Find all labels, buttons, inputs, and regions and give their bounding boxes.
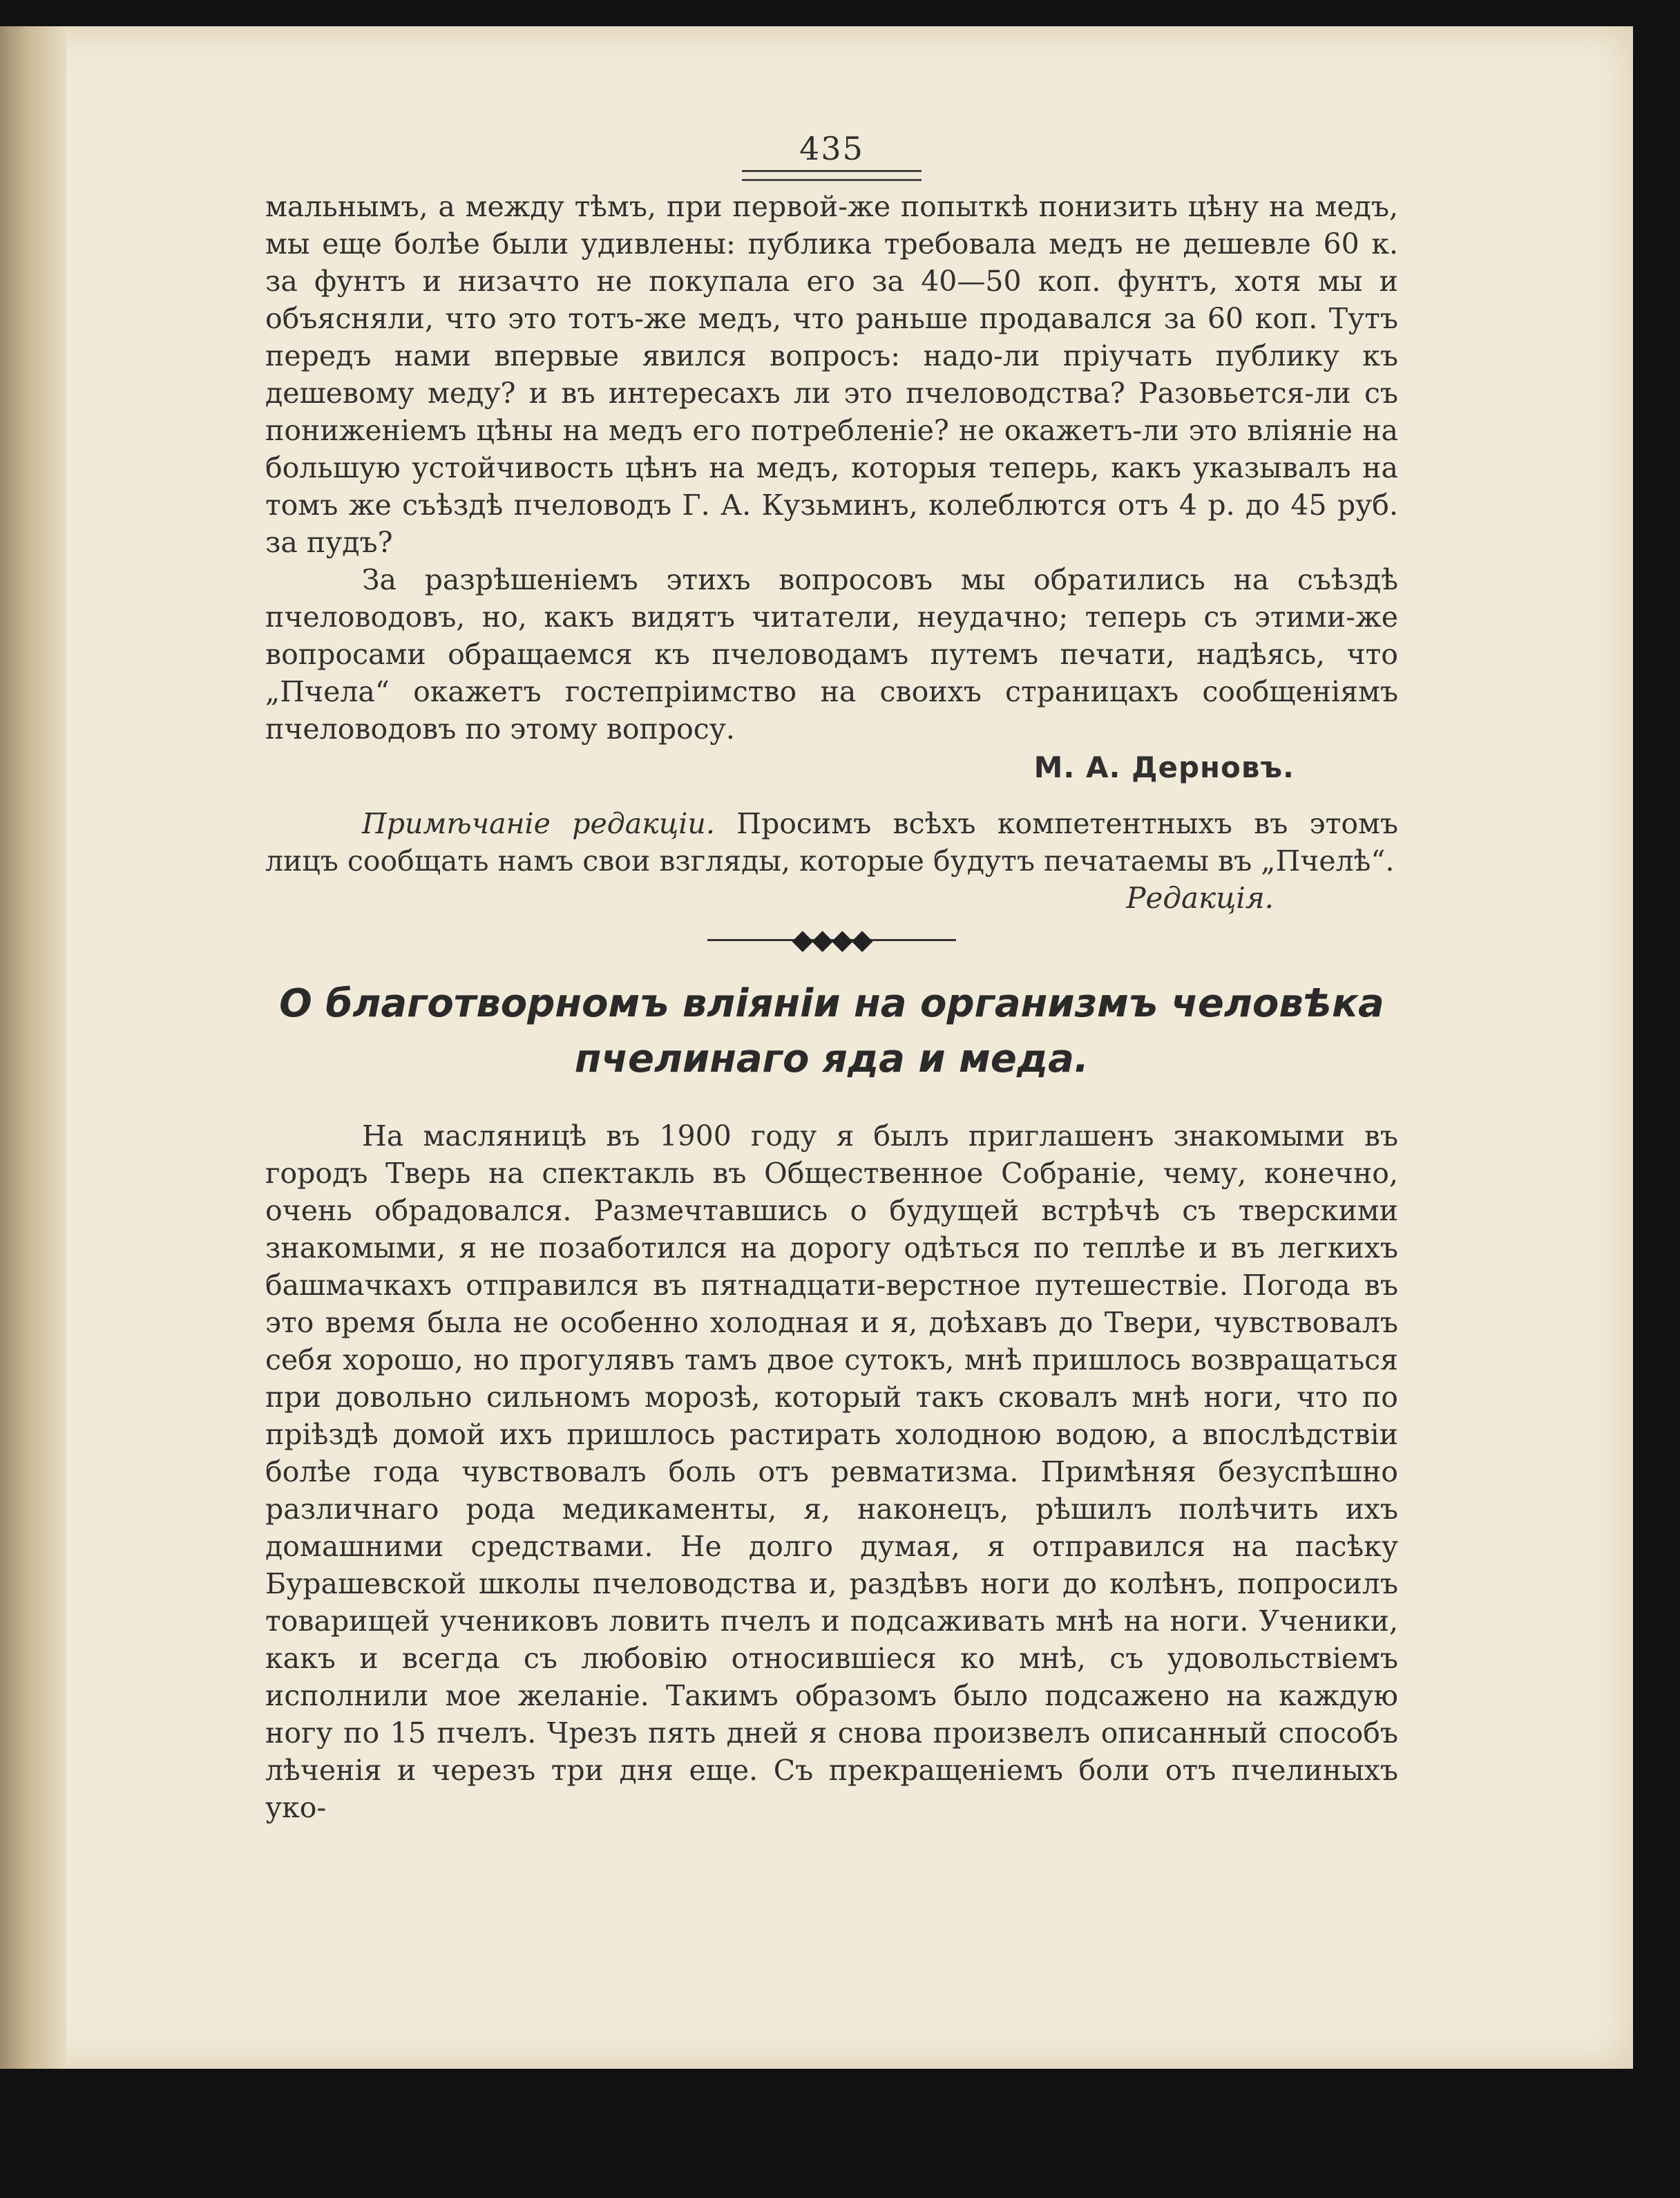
book-spine xyxy=(0,26,66,2069)
article-title xyxy=(258,976,1405,1087)
paragraph-2: За разрѣшеніемъ этихъ вопросовъ мы обратились на съѣздѣ пчеловодовъ, но, какъ видятъ читатели, неудачно; теперь съ этими-же вопросами обращаемся къ пчеловодамъ путемъ печати, надѣясь, что „Пчела“ окажетъ гостепріимство на своихъ страницахъ сообщеніямъ пчеловодовъ по этому вопросу. xyxy=(265,563,1398,746)
editor-note xyxy=(265,805,1398,880)
article-body: На масляницѣ въ 1900 году я былъ приглашенъ знакомыми въ городъ Тверь на спектакль въ Общественное Собраніе, чему, конечно, очень обрадовался. Размечтавшись о будущей встрѣчѣ съ тверскими знакомыми, я не позаботился на дорогу одѣться по теплѣе и въ легкихъ башмачкахъ отправился въ пятнадцати-верстное путешествіе. Погода въ это время была не особенно холодная и я, доѣхавъ до Твери, чувствовалъ себя хорошо, но прогулявъ тамъ двое сутокъ, мнѣ пришлось возвращаться при довольно сильномъ морозѣ, который такъ сковалъ мнѣ ноги, что по пріѣздѣ домой ихъ пришлось растирать холодною водою, а впослѣдствіи болѣе года чувствовалъ боль отъ ревматизма. Примѣняя безуспѣшно различнаго рода медикаменты, я, наконецъ, рѣшилъ полѣчить ихъ домашними средствами. Не долго думая, я отправился на пасѣку Бурашевской школы пчеловодства и, раздѣвъ ноги до колѣнъ, попросилъ товарищей учениковъ ловить пчелъ и подсаживать мнѣ на ноги. Ученики, какъ и всегда съ любовію относившіеся ко мнѣ, съ удовольствіемъ исполнили мое желаніе. Такимъ образомъ было подсажено на каждую ногу по 15 пчелъ. Чрезъ пять дней я снова произвелъ описанный способъ лѣченія и черезъ три дня еще. Съ прекращеніемъ боли отъ пчелиныхъ уко- xyxy=(265,1119,1398,1824)
paragraph-1: мальнымъ, а между тѣмъ, при первой-же попыткѣ понизить цѣну на медъ, мы еще болѣе были удивлены: публика требовала медъ не дешевле 60 к. за фунтъ и низачто не покупала его за 40—50 коп. фунтъ, хотя мы и объясняли, что это тотъ-же медъ, что раньше продавался за 60 коп. Тутъ передъ нами впервые явился вопросъ: надо-ли пріучать публику къ дешевому меду? и въ интересахъ ли это пчеловодства? Разовьется-ли съ пониженіемъ цѣны на медъ его потребленіе? не окажетъ-ли это вліяніе на большую устойчивость цѣнъ на медъ, которыя теперь, какъ указывалъ на томъ же съѣздѣ пчеловодъ Г. А. Кузьминъ, колеблются отъ 4 р. до 45 руб. за пудъ? xyxy=(265,190,1398,559)
divider-diamonds-icon: ◆◆◆◆ xyxy=(792,924,872,956)
author-signature: М. А. Дерновъ. xyxy=(1033,750,1295,784)
editor-note-text: Просимъ всѣхъ компетентныхъ въ этомъ лицъ сообщать намъ свои взгляды, которые будутъ печатаемы въ „Пчелѣ“. xyxy=(265,807,1398,878)
editor-note-label: Примѣчаніе редакціи. xyxy=(362,807,715,840)
page-content xyxy=(265,130,1398,1826)
article-title-line-1: О благотворномъ вліяніи на организмъ человѣка xyxy=(279,981,1384,1026)
section-divider-ornament xyxy=(707,924,956,956)
page-number-rule xyxy=(742,170,922,181)
editor-signature: Редакція. xyxy=(1126,881,1274,915)
article-title-line-2: пчелинаго яда и меда. xyxy=(574,1036,1089,1081)
page-number: 435 xyxy=(799,130,864,167)
book-page xyxy=(0,26,1633,2069)
